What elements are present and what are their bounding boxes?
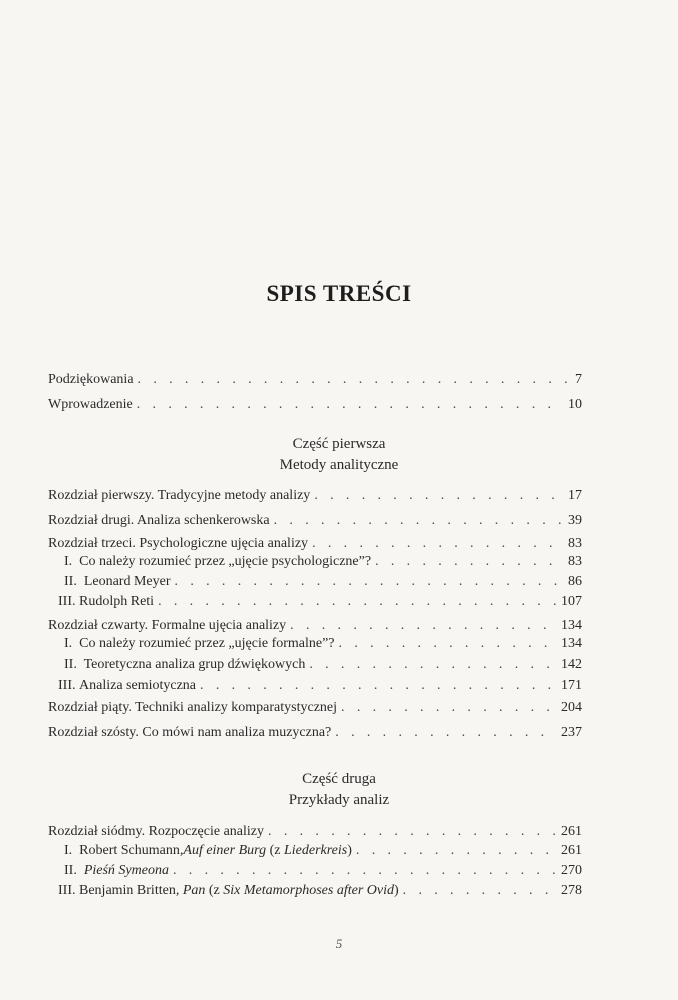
section-title: Co należy rozumieć przez „ujęcie formalne”? (79, 636, 335, 651)
roman-numeral: III. (58, 883, 76, 898)
dot-leader (200, 677, 557, 695)
toc-section (64, 573, 582, 591)
dot-leader (375, 553, 564, 571)
toc-chapter (48, 699, 582, 717)
toc-page-number: 134 (561, 618, 582, 633)
section-prefix: Robert Schumann, (79, 843, 184, 858)
toc-chapter (48, 724, 582, 742)
toc-entry-text: Podziękowania (48, 372, 134, 387)
roman-numeral: I. (64, 554, 73, 569)
work-title: Pan (182, 883, 206, 898)
section-suffix: ) (347, 843, 352, 858)
dot-leader (175, 573, 564, 591)
toc-section (64, 635, 582, 653)
cycle-title: Six Metamorphoses after Ovid (223, 883, 394, 898)
toc-chapter (48, 512, 582, 530)
toc-section (58, 593, 582, 611)
toc-entry-text (64, 862, 169, 880)
dot-leader (314, 487, 564, 505)
toc-entry-text: Rozdział piąty. Techniki analizy komparatystycznej (48, 700, 338, 715)
dot-leader (268, 823, 557, 841)
roman-numeral: I. (64, 843, 73, 858)
toc-entry-text (58, 677, 196, 695)
dot-leader (274, 512, 564, 530)
toc-page-number: 270 (561, 863, 582, 878)
toc-chapter (48, 823, 582, 841)
dot-leader (138, 371, 571, 389)
roman-numeral: I. (64, 636, 73, 651)
section-title: Co należy rozumieć przez „ujęcie psychologiczne”? (79, 554, 372, 569)
page-title: SPIS TREŚCI (266, 281, 412, 306)
roman-numeral: II. (64, 863, 77, 878)
toc-section (64, 862, 582, 880)
toc-chapter (48, 535, 582, 553)
dot-leader (339, 635, 557, 653)
toc-entry-text (58, 882, 399, 900)
toc-section (58, 882, 582, 900)
toc-entry-text: Rozdział czwarty. Formalne ujęcia analizy (48, 618, 287, 633)
section-mid: (z (205, 883, 224, 898)
part-subtitle: Metody analityczne (279, 457, 399, 473)
toc-entry-text: Rozdział siódmy. Rozpoczęcie analizy (48, 824, 265, 839)
roman-numeral: II. (64, 657, 77, 672)
toc-entry-text: Wprowadzenie (48, 397, 133, 412)
toc-page-number: 261 (561, 843, 582, 858)
toc-page-number: 171 (561, 678, 582, 693)
roman-numeral: III. (58, 594, 76, 609)
toc-entry-text (64, 842, 352, 860)
section-title: Leonard Meyer (83, 574, 171, 589)
roman-numeral: II. (64, 574, 77, 589)
toc-page-number: 134 (561, 636, 582, 651)
toc-entry-text: Rozdział drugi. Analiza schenkerowska (48, 513, 270, 528)
toc-entry-text (64, 635, 335, 653)
toc-entry-text (64, 573, 171, 591)
dot-leader (403, 882, 557, 900)
dot-leader (290, 617, 557, 635)
toc-entry-text: Rozdział pierwszy. Tradycyjne metody analizy (48, 488, 311, 503)
toc-chapter (48, 617, 582, 635)
dot-leader (137, 396, 564, 414)
work-title: Pieśń Symeona (83, 863, 169, 878)
toc-page-number: 83 (568, 536, 582, 551)
cycle-title: Liederkreis (283, 843, 348, 858)
section-suffix: ) (393, 883, 399, 898)
toc-page-number: 10 (568, 397, 582, 412)
dot-leader (309, 656, 557, 674)
toc-section (64, 553, 582, 571)
toc-entry-text (64, 553, 371, 571)
toc-page-number: 83 (568, 554, 582, 569)
section-title: Analiza semiotyczna (79, 678, 197, 693)
toc-entry-text: Rozdział szósty. Co mówi nam analiza muzyczna? (48, 725, 332, 740)
page-folio-number: 5 (335, 936, 343, 951)
toc-page-number: 204 (561, 700, 582, 715)
toc-page-number: 17 (568, 488, 582, 503)
toc-entry (48, 396, 582, 414)
dot-leader (173, 862, 557, 880)
toc-entry-text (64, 656, 305, 674)
toc-page-number: 107 (561, 594, 582, 609)
part-label: Część druga (302, 771, 376, 787)
section-mid: (z (266, 843, 284, 858)
toc-page-number: 86 (568, 574, 582, 589)
section-prefix: Benjamin Britten, (79, 883, 180, 898)
toc-page-number: 7 (575, 372, 582, 387)
toc-page-number: 142 (561, 657, 582, 672)
toc-section (64, 656, 582, 674)
toc-page-number: 39 (568, 513, 582, 528)
toc-page-number: 278 (561, 883, 582, 898)
toc-page-number: 261 (561, 824, 582, 839)
dot-leader (312, 535, 564, 553)
toc-section (64, 842, 582, 860)
toc-entry (48, 371, 582, 389)
toc-chapter (48, 487, 582, 505)
work-title: Auf einer Burg (183, 843, 267, 858)
dot-leader (158, 593, 557, 611)
roman-numeral: III. (58, 678, 76, 693)
toc-page-number: 237 (561, 725, 582, 740)
toc-entry-text: Rozdział trzeci. Psychologiczne ujęcia analizy (48, 536, 309, 551)
section-title: Rudolph Reti (79, 594, 155, 609)
toc-section (58, 677, 582, 695)
section-title: Teoretyczna analiza grup dźwiękowych (83, 657, 306, 672)
dot-leader (356, 842, 557, 860)
toc-entry-text (58, 593, 154, 611)
part-subtitle: Przykłady analiz (288, 792, 390, 808)
dot-leader (341, 699, 557, 717)
dot-leader (335, 724, 557, 742)
part-label: Część pierwsza (292, 436, 386, 452)
